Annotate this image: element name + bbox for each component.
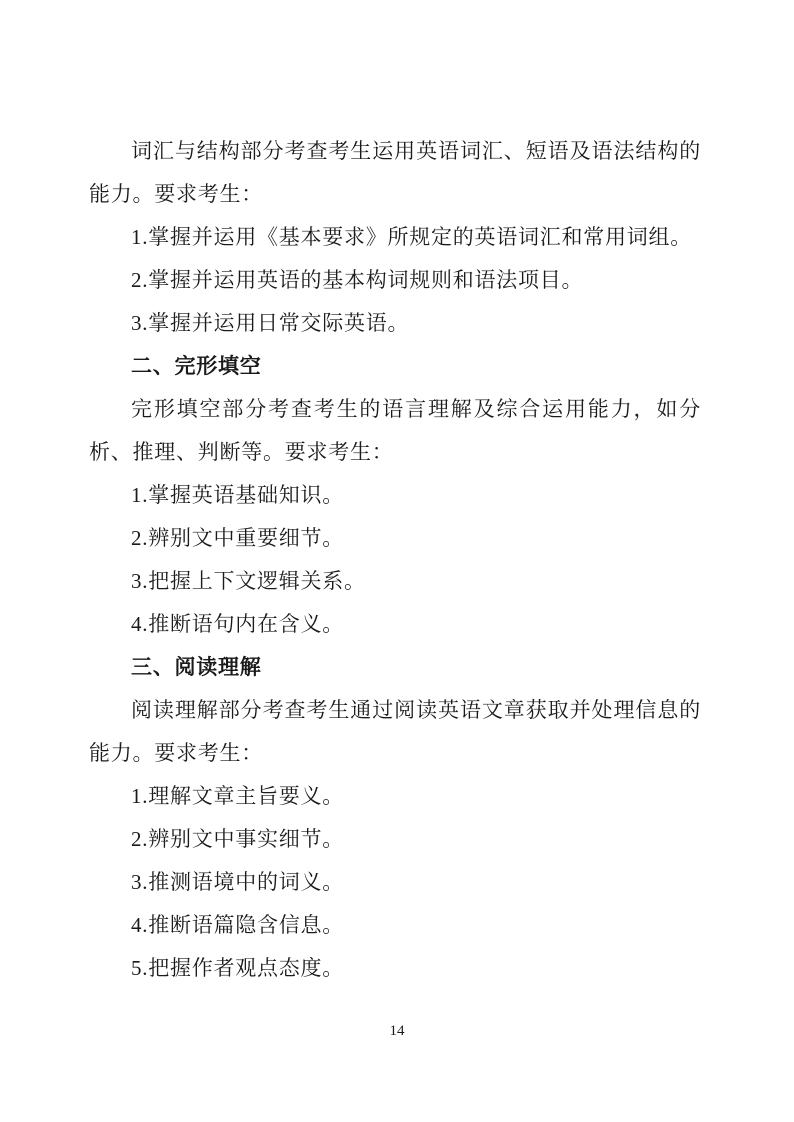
requirement-item: 5.把握作者观点态度。: [131, 956, 344, 980]
section-heading-reading: 三、阅读理解: [131, 656, 262, 679]
requirement-item: 2.辨别文中重要细节。: [131, 526, 344, 550]
requirement-item: 3.掌握并运用日常交际英语。: [131, 311, 410, 335]
requirement-item: 3.推测语境中的词义。: [131, 870, 344, 894]
page-number: 14: [389, 1023, 405, 1039]
body-paragraph: 完形填空部分考查考生的语言理解及综合运用能力，如分析、推理、判断等。要求考生：: [89, 397, 701, 464]
requirement-item: 4.推断语句内在含义。: [131, 612, 344, 636]
requirement-item: 4.推断语篇隐含信息。: [131, 913, 344, 937]
requirement-item: 2.掌握并运用英语的基本构词规则和语法项目。: [131, 268, 584, 292]
requirement-item: 2.辨别文中事实细节。: [131, 827, 344, 851]
body-paragraph: 词汇与结构部分考查考生运用英语词汇、短语及语法结构的能力。要求考生：: [89, 139, 701, 206]
section-heading-cloze: 二、完形填空: [131, 355, 262, 378]
requirement-item: 1.掌握并运用《基本要求》所规定的英语词汇和常用词组。: [131, 225, 692, 249]
document-content: [89, 130, 701, 990]
requirement-item: 1.掌握英语基础知识。: [131, 483, 344, 507]
body-paragraph: 阅读理解部分考查考生通过阅读英语文章获取并处理信息的能力。要求考生：: [89, 698, 701, 765]
requirement-item: 1.理解文章主旨要义。: [131, 784, 344, 808]
requirement-item: 3.把握上下文逻辑关系。: [131, 569, 366, 593]
